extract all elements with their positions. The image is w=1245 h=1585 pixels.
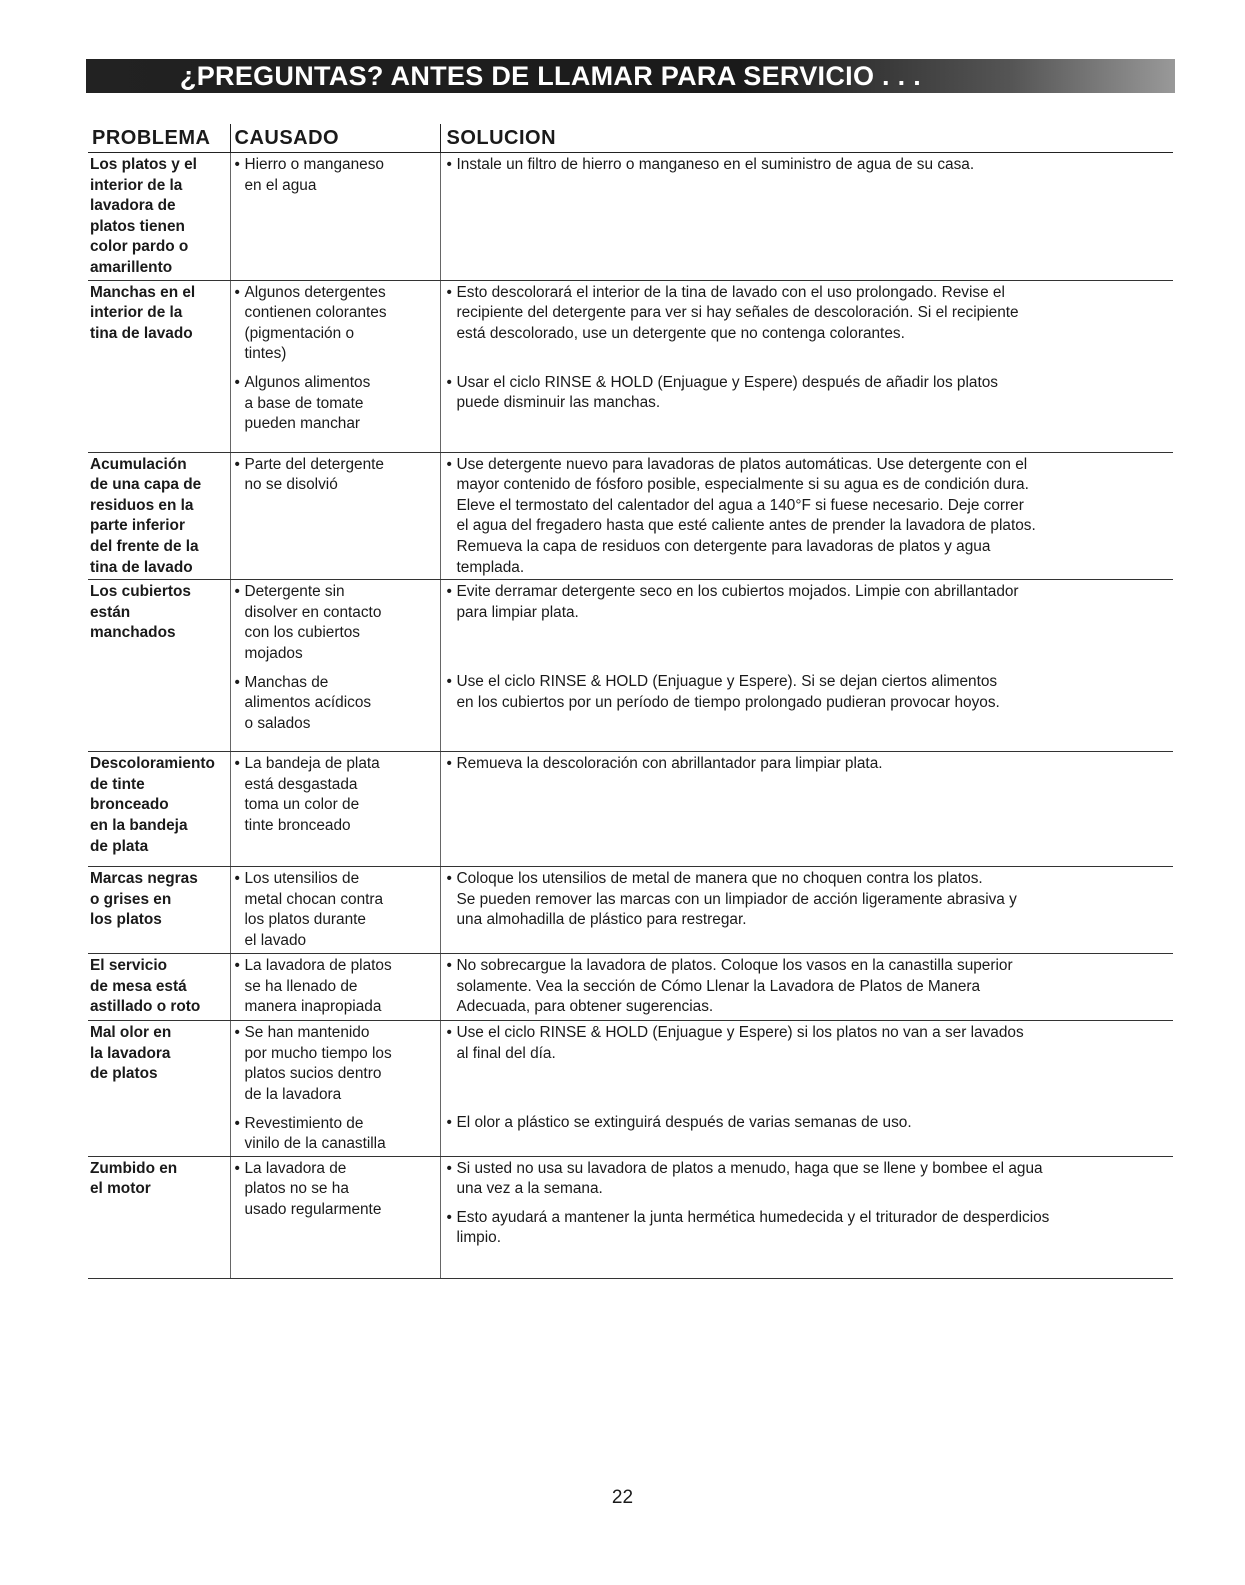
problem-cell <box>88 580 230 752</box>
solution-cell <box>440 280 1173 452</box>
bullet-icon: • <box>446 583 452 601</box>
solution-cell <box>440 452 1173 580</box>
cause-cell <box>230 1156 440 1278</box>
solution-cell <box>440 867 1173 954</box>
problem-text: Acumulación de una capa de residuos en la parte inferior del frente de la tina de lavado <box>90 455 202 576</box>
bullet-icon: • <box>446 755 452 773</box>
solution-item <box>447 1159 1170 1200</box>
solution-item-text: Coloque los utensilios de metal de manera que no choquen contra los platos. Se pueden remover las marcas con un limpiador de acción ligeramente abrasiva y una almohadilla de plástico para restregar. <box>456 870 1017 929</box>
problem-cell <box>88 752 230 867</box>
solution-cell <box>440 752 1173 867</box>
problem-text: El servicio de mesa está astillado o roto <box>90 957 201 1016</box>
problem-cell <box>88 1021 230 1157</box>
solution-item <box>447 155 1170 176</box>
solution-item-text: Use detergente nuevo para lavadoras de platos automáticas. Use detergente con el mayor contenido de fósforo posible, especialmente si su agua es de condición dura. Eleve el termostato del calentador del agua a 140°F si fuese necesario. Deje correr el agua del fregadero hasta que esté caliente antes de prender la lavadora de platos. Remueva la capa de residuos con detergente para lavadoras de platos y agua templada. <box>456 455 1036 576</box>
solution-item <box>447 1208 1170 1249</box>
solution-item-text: Esto ayudará a mantener la junta hermética humedecida y el triturador de desperdicios limpio. <box>456 1208 1050 1247</box>
problem-cell <box>88 1156 230 1278</box>
cause-item-text: Algunos detergentes contienen colorantes (pigmentación o tintes) <box>244 283 387 363</box>
bullet-icon: • <box>446 1208 452 1226</box>
cause-cell <box>230 752 440 867</box>
table-row <box>88 954 1173 1021</box>
title-banner <box>86 59 1175 93</box>
solution-item <box>447 1023 1170 1105</box>
cause-cell <box>230 452 440 580</box>
cause-item-text: Manchas de alimentos acídicos o salados <box>244 673 372 732</box>
cause-item <box>235 956 436 1018</box>
solution-item-text: Use el ciclo RINSE & HOLD (Enjuague y Espere) si los platos no van a ser lavados al final del día. <box>456 1024 1024 1062</box>
bullet-icon: • <box>234 870 240 888</box>
cause-item-text: Parte del detergente no se disolvió <box>244 455 384 494</box>
cause-item <box>235 373 436 435</box>
table-row <box>88 752 1173 867</box>
table-row <box>88 280 1173 452</box>
bullet-icon: • <box>446 1159 452 1177</box>
problem-cell <box>88 452 230 580</box>
solution-item <box>447 1113 1170 1134</box>
cause-item-text: Detergente sin disolver en contacto con los cubiertos mojados <box>244 583 382 662</box>
solution-item <box>447 582 1170 664</box>
solution-item-text: Esto descolorará el interior de la tina de lavado con el uso prolongado. Revise el recipiente del detergente para ver si hay señales de descoloración. Si el recipiente está descolorado, use un detergente que no contenga colorantes. <box>456 283 1019 342</box>
problem-text: Marcas negras o grises en los platos <box>90 870 198 929</box>
bullet-icon: • <box>234 455 240 473</box>
solution-item-text: Usar el ciclo RINSE & HOLD (Enjuague y Espere) después de añadir los platos puede disminuir las manchas. <box>456 373 998 412</box>
solution-item-text: El olor a plástico se extinguirá después de varias semanas de uso. <box>456 1114 912 1132</box>
bullet-icon: • <box>446 373 452 391</box>
table-row <box>88 1021 1173 1157</box>
table-header-row <box>88 124 1173 153</box>
problem-cell <box>88 280 230 452</box>
header-problem: PROBLEMA <box>88 124 230 153</box>
bullet-icon: • <box>234 583 240 601</box>
cause-item <box>235 1114 436 1155</box>
bullet-icon: • <box>234 156 240 173</box>
solution-item <box>447 754 1170 775</box>
cause-cell <box>230 280 440 452</box>
solution-item-text: Use el ciclo RINSE & HOLD (Enjuague y Espere). Si se dejan ciertos alimentos en los cubiertos por un período de tiempo prolongado pudieran provocar hoyos. <box>456 673 1000 711</box>
problem-cell <box>88 954 230 1021</box>
cause-item <box>235 155 436 196</box>
header-cause: CAUSADO <box>230 124 440 153</box>
bullet-icon: • <box>446 156 452 173</box>
cause-item <box>235 582 436 664</box>
page-number: 22 <box>611 1487 634 1508</box>
bullet-icon: • <box>234 673 240 691</box>
cause-item-text: La lavadora de platos no se ha usado regularmente <box>244 1159 382 1218</box>
cause-item-text: Los utensilios de metal chocan contra los platos durante el lavado <box>244 870 384 949</box>
solution-cell <box>440 954 1173 1021</box>
bullet-icon: • <box>234 373 240 391</box>
table-row <box>88 452 1173 580</box>
bullet-icon: • <box>446 957 452 975</box>
solution-item <box>447 455 1170 579</box>
table-row <box>88 867 1173 954</box>
solution-cell <box>440 1021 1173 1157</box>
cause-cell <box>230 954 440 1021</box>
solution-item <box>447 869 1170 931</box>
cause-item-text: Hierro o manganeso en el agua <box>244 156 384 194</box>
cause-cell <box>230 1021 440 1157</box>
problem-text: Zumbido en el motor <box>90 1159 178 1198</box>
bullet-icon: • <box>234 1024 240 1042</box>
bullet-icon: • <box>234 1159 240 1177</box>
solution-item <box>447 283 1170 365</box>
cause-item-text: La bandeja de plata está desgastada toma un color de tinte bronceado <box>244 755 380 834</box>
solution-item-text: Evite derramar detergente seco en los cubiertos mojados. Limpie con abrillantador para limpiar plata. <box>456 583 1019 621</box>
bullet-icon: • <box>446 870 452 888</box>
solution-item-text: Si usted no usa su lavadora de platos a menudo, haga que se llene y bombee el agua una vez a la semana. <box>456 1159 1043 1198</box>
table-row <box>88 1156 1173 1278</box>
table-row <box>88 580 1173 752</box>
solution-item <box>447 672 1170 713</box>
solution-item-text: No sobrecargue la lavadora de platos. Coloque los vasos en la canastilla superior solamente. Vea la sección de Cómo Llenar la Lavadora de Platos de Manera Adecuada, para obtener sugerencias. <box>456 957 1013 1016</box>
cause-item-text: Revestimiento de vinilo de la canastilla <box>244 1114 386 1153</box>
cause-item <box>235 1023 436 1105</box>
problem-text: Descoloramiento de tinte bronceado en la bandeja de plata <box>90 755 215 855</box>
solution-cell <box>440 580 1173 752</box>
cause-item <box>235 283 436 365</box>
page-title: ¿PREGUNTAS? ANTES DE LLAMAR PARA SERVICIO . . . <box>179 60 922 91</box>
solution-cell <box>440 153 1173 281</box>
header-solution: SOLUCION <box>440 124 1173 153</box>
bullet-icon: • <box>234 1114 240 1132</box>
solution-cell <box>440 1156 1173 1278</box>
cause-item-text: La lavadora de platos se ha llenado de manera inapropiada <box>244 957 392 1016</box>
bullet-icon: • <box>234 755 240 773</box>
cause-item-text: Algunos alimentos a base de tomate pueden manchar <box>244 373 371 433</box>
problem-text: Manchas en el interior de la tina de lavado <box>90 283 196 342</box>
cause-item <box>235 754 436 836</box>
solution-item <box>447 956 1170 1018</box>
cause-cell <box>230 867 440 954</box>
problem-text: Mal olor en la lavadora de platos <box>90 1024 172 1083</box>
cause-item <box>235 455 436 496</box>
solution-item-text: Remueva la descoloración con abrillantador para limpiar plata. <box>456 755 883 773</box>
cause-cell <box>230 153 440 281</box>
bullet-icon: • <box>446 455 452 473</box>
bullet-icon: • <box>446 1024 452 1042</box>
problem-cell <box>88 867 230 954</box>
bullet-icon: • <box>446 673 452 691</box>
bullet-icon: • <box>446 1114 452 1132</box>
problem-text: Los platos y el interior de la lavadora de platos tienen color pardo o amarillento <box>90 156 197 276</box>
table-body <box>88 153 1173 1279</box>
table-row <box>88 153 1173 281</box>
troubleshooting-table <box>88 124 1173 1279</box>
solution-item <box>447 373 1170 414</box>
bullet-icon: • <box>234 957 240 975</box>
bullet-icon: • <box>446 283 452 301</box>
cause-item <box>235 869 436 951</box>
cause-cell <box>230 580 440 752</box>
cause-item <box>235 1159 436 1221</box>
problem-cell <box>88 153 230 281</box>
problem-text: Los cubiertos están manchados <box>90 583 191 642</box>
cause-item-text: Se han mantenido por mucho tiempo los platos sucios dentro de la lavadora <box>244 1024 392 1103</box>
bullet-icon: • <box>234 283 240 301</box>
cause-item <box>235 673 436 735</box>
solution-item-text: Instale un filtro de hierro o manganeso en el suministro de agua de su casa. <box>456 156 975 173</box>
